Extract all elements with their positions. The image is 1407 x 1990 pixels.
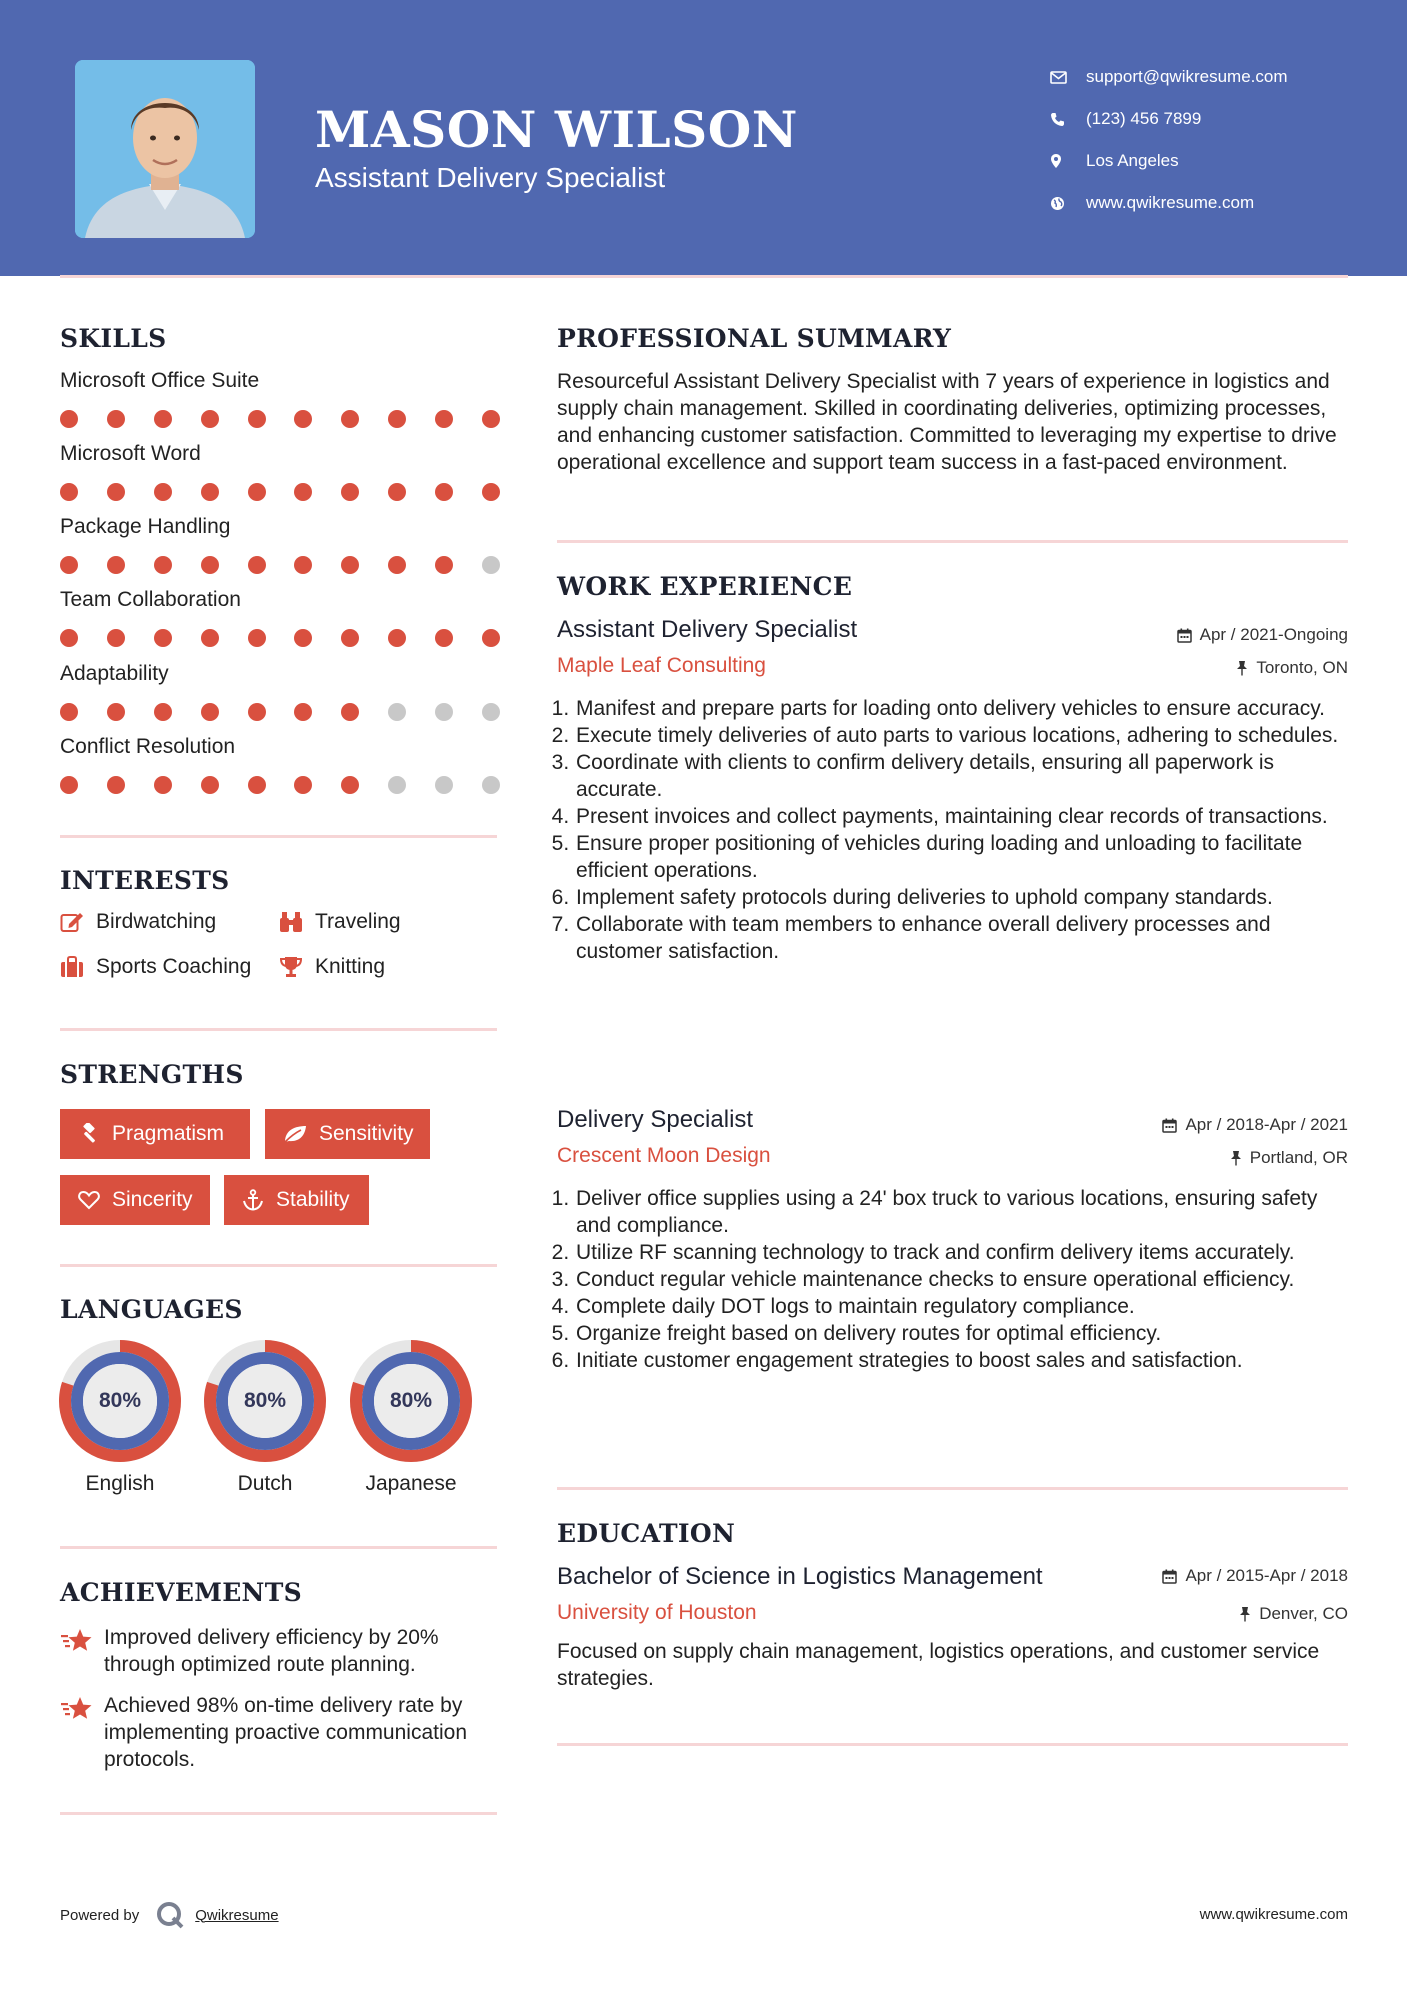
contact-email[interactable]: [1050, 56, 1288, 98]
trophy-icon: [279, 956, 315, 978]
interest-item: [279, 910, 401, 934]
rating-dot-filled: [107, 776, 125, 794]
contact-location: [1050, 140, 1288, 182]
heart-icon: [78, 1190, 100, 1210]
section-divider: [557, 1487, 1348, 1490]
rating-dot-filled: [341, 410, 359, 428]
rating-dot-filled: [201, 629, 219, 647]
rating-dot-filled: [435, 556, 453, 574]
rating-dot-filled: [248, 776, 266, 794]
language-item: [195, 1340, 335, 1496]
section-divider: [60, 1812, 497, 1815]
duty-item: 1. Manifest and prepare parts for loading onto delivery vehicles to ensure accuracy.: [575, 695, 1356, 722]
rating-dot-empty: [482, 703, 500, 721]
skill-name: Adaptability: [60, 662, 169, 685]
rating-dot-filled: [201, 483, 219, 501]
strength-tag: [265, 1109, 430, 1159]
rating-dot-filled: [341, 629, 359, 647]
language-name: English: [85, 1472, 155, 1495]
rating-dot-filled: [107, 556, 125, 574]
section-divider: [557, 540, 1348, 543]
skill-row: [60, 733, 500, 794]
rating-dot-filled: [482, 629, 500, 647]
pencil-square-icon: [60, 911, 96, 933]
rating-dot-filled: [248, 410, 266, 428]
interest-label: Birdwatching: [96, 910, 217, 933]
rating-dot-empty: [388, 776, 406, 794]
job-duties: [556, 1185, 1356, 1374]
duty-item: 1. Deliver office supplies using a 24' box truck to various locations, ensuring safety and compliance.: [575, 1185, 1356, 1239]
rating-dot-filled: [60, 556, 78, 574]
section-divider: [60, 835, 497, 838]
rating-dot-empty: [435, 703, 453, 721]
calendar-icon: [1162, 1118, 1177, 1133]
job-location-text: Toronto, ON: [1256, 658, 1348, 677]
section-divider: [60, 1264, 497, 1267]
rating-dot-filled: [154, 556, 172, 574]
skill-rating: [60, 410, 500, 428]
job-dates: [1162, 1115, 1348, 1135]
rating-dot-filled: [341, 556, 359, 574]
summary-text: Resourceful Assistant Delivery Specialist with 7 years of experience in logistics and supply chain management. Skilled in coordinating deliveries, optimizing processes, and enhancing customer satisfaction. Committed to leveraging my expertise to drive operational excellence and support team success in a fast-paced environment.: [557, 370, 1337, 474]
education-dates: [1162, 1566, 1348, 1586]
interest-label: Knitting: [315, 955, 386, 978]
language-percent: 80%: [389, 1389, 433, 1412]
language-gauge: [350, 1340, 472, 1462]
rating-dot-empty: [482, 776, 500, 794]
skill-rating: [60, 629, 500, 647]
calendar-icon: [1162, 1569, 1177, 1584]
skill-name: Microsoft Office Suite: [60, 369, 260, 392]
skill-rating: [60, 483, 500, 501]
header-divider: [60, 275, 1348, 278]
rating-dot-filled: [248, 556, 266, 574]
star-icon: [60, 1692, 104, 1773]
duty-item: 3. Conduct regular vehicle maintenance checks to ensure operational efficiency.: [575, 1266, 1356, 1293]
resume-header: [0, 0, 1407, 276]
languages-heading: LANGUAGES: [60, 1295, 243, 1324]
briefcase-icon: [60, 956, 96, 978]
candidate-title: Assistant Delivery Specialist: [315, 162, 666, 193]
job-duties: [556, 695, 1356, 965]
pushpin-icon: [1236, 660, 1248, 676]
interest-label: Traveling: [315, 910, 401, 933]
duty-item: 4. Present invoices and collect payments, maintaining clear records of transactions.: [575, 803, 1356, 830]
education-dates-text: Apr / 2015-Apr / 2018: [1185, 1566, 1348, 1585]
education-school: University of Houston: [557, 1601, 757, 1624]
rating-dot-filled: [294, 483, 312, 501]
skill-rating: [60, 703, 500, 721]
interest-item: [60, 955, 251, 979]
rating-dot-filled: [341, 703, 359, 721]
duty-item: 6. Initiate customer engagement strategies to boost sales and satisfaction.: [575, 1347, 1356, 1374]
contact-phone-text: (123) 456 7899: [1086, 109, 1202, 128]
language-percent: 80%: [243, 1389, 287, 1412]
rating-dot-filled: [107, 629, 125, 647]
interests-heading: INTERESTS: [60, 866, 230, 895]
contact-email-text: support@qwikresume.com: [1086, 67, 1288, 86]
interest-item: [60, 910, 216, 934]
education-location-text: Denver, CO: [1259, 1604, 1348, 1623]
rating-dot-filled: [388, 556, 406, 574]
achievement-text: Improved delivery efficiency by 20% through optimized route planning.: [104, 1626, 439, 1676]
duty-item: 3. Coordinate with clients to confirm delivery details, ensuring all paperwork is accurate.: [575, 749, 1356, 803]
star-icon: [60, 1624, 104, 1678]
envelope-icon: [1050, 71, 1086, 84]
powered-by-text: Powered by: [60, 1906, 140, 1924]
job-location: [1236, 658, 1348, 678]
strength-tag: [60, 1109, 250, 1159]
duty-item: 5. Ensure proper positioning of vehicles during loading and unloading to facilitate efficient operations.: [575, 830, 1356, 884]
rating-dot-filled: [107, 483, 125, 501]
language-gauge: [59, 1340, 181, 1462]
rating-dot-empty: [435, 776, 453, 794]
footer-website[interactable]: www.qwikresume.com: [1199, 1906, 1348, 1923]
rating-dot-filled: [248, 629, 266, 647]
leaf-icon: [283, 1124, 307, 1144]
rating-dot-filled: [435, 629, 453, 647]
section-divider: [557, 1743, 1348, 1746]
experience-heading: WORK EXPERIENCE: [557, 572, 853, 601]
duty-item: 5. Organize freight based on delivery routes for optimal efficiency.: [575, 1320, 1356, 1347]
rating-dot-empty: [482, 556, 500, 574]
rating-dot-filled: [201, 410, 219, 428]
pushpin-icon: [1239, 1606, 1251, 1622]
section-divider: [60, 1028, 497, 1031]
rating-dot-filled: [60, 776, 78, 794]
rating-dot-filled: [60, 703, 78, 721]
candidate-name: MASON WILSON: [315, 100, 798, 159]
skill-row: [60, 586, 500, 647]
rating-dot-filled: [60, 410, 78, 428]
skill-name: Team Collaboration: [60, 588, 241, 611]
rating-dot-filled: [154, 703, 172, 721]
skill-rating: [60, 556, 500, 574]
rating-dot-filled: [107, 703, 125, 721]
education-heading: EDUCATION: [557, 1519, 736, 1548]
duty-item: 2. Execute timely deliveries of auto parts to various locations, adhering to schedules.: [575, 722, 1356, 749]
job-location: [1230, 1148, 1348, 1168]
section-divider: [60, 1546, 497, 1549]
rating-dot-filled: [201, 776, 219, 794]
strength-label: Pragmatism: [112, 1122, 225, 1145]
rating-dot-filled: [482, 483, 500, 501]
skills-heading: SKILLS: [60, 324, 167, 353]
rating-dot-filled: [388, 483, 406, 501]
skill-name: Package Handling: [60, 515, 231, 538]
phone-icon: [1050, 112, 1086, 127]
rating-dot-filled: [341, 776, 359, 794]
language-name: Dutch: [237, 1472, 293, 1495]
achievement-item: [60, 1624, 500, 1678]
language-item: [50, 1340, 190, 1496]
contact-phone[interactable]: [1050, 98, 1288, 140]
job-title: Delivery Specialist: [557, 1106, 754, 1133]
rating-dot-filled: [294, 556, 312, 574]
skill-row: [60, 367, 500, 428]
achievement-item: [60, 1692, 500, 1773]
rating-dot-filled: [201, 703, 219, 721]
calendar-icon: [1177, 628, 1192, 643]
education-location: [1239, 1604, 1348, 1624]
rating-dot-filled: [341, 483, 359, 501]
rating-dot-filled: [435, 410, 453, 428]
pushpin-icon: [1230, 1150, 1242, 1166]
language-item: [341, 1340, 481, 1496]
binoculars-icon: [279, 911, 315, 933]
rating-dot-filled: [294, 410, 312, 428]
strengths-heading: STRENGTHS: [60, 1060, 244, 1089]
rating-dot-filled: [294, 776, 312, 794]
interest-item: [279, 955, 385, 979]
contact-website[interactable]: [1050, 182, 1288, 224]
strength-label: Sincerity: [112, 1188, 193, 1211]
map-pin-icon: [1050, 153, 1086, 169]
rating-dot-filled: [435, 483, 453, 501]
rating-dot-empty: [388, 703, 406, 721]
job-location-text: Portland, OR: [1249, 1148, 1348, 1167]
job-dates: [1177, 625, 1348, 645]
rating-dot-filled: [388, 629, 406, 647]
rating-dot-filled: [154, 776, 172, 794]
rating-dot-filled: [248, 483, 266, 501]
rating-dot-filled: [201, 556, 219, 574]
rating-dot-filled: [294, 703, 312, 721]
duty-item: 7. Collaborate with team members to enhance overall delivery processes and customer satisfaction.: [575, 911, 1356, 965]
rating-dot-filled: [294, 629, 312, 647]
skill-row: [60, 513, 500, 574]
job-company: Crescent Moon Design: [557, 1144, 771, 1167]
qwikresume-link[interactable]: Qwikresume: [195, 1906, 279, 1924]
summary-heading: PROFESSIONAL SUMMARY: [557, 324, 952, 353]
gavel-icon: [78, 1123, 100, 1145]
skill-row: [60, 660, 500, 721]
achievement-text: Achieved 98% on-time delivery rate by implementing proactive communication protocols.: [104, 1694, 467, 1771]
contact-website-text: www.qwikresume.com: [1086, 193, 1255, 212]
skill-row: [60, 440, 500, 501]
anchor-icon: [242, 1189, 264, 1211]
strength-tag: [60, 1175, 210, 1225]
strength-tag: [224, 1175, 369, 1225]
contact-list: [1050, 56, 1288, 224]
rating-dot-filled: [154, 410, 172, 428]
strength-label: Sensitivity: [319, 1122, 414, 1145]
rating-dot-filled: [482, 410, 500, 428]
duty-item: 6. Implement safety protocols during deliveries to uphold company standards.: [575, 884, 1356, 911]
rating-dot-filled: [60, 483, 78, 501]
language-name: Japanese: [365, 1472, 457, 1495]
job-dates-text: Apr / 2018-Apr / 2021: [1185, 1115, 1348, 1134]
rating-dot-filled: [154, 483, 172, 501]
education-degree: Bachelor of Science in Logistics Management: [557, 1563, 1043, 1590]
language-gauge: [204, 1340, 326, 1462]
strength-label: Stability: [276, 1188, 350, 1211]
job-dates-text: Apr / 2021-Ongoing: [1199, 625, 1348, 644]
contact-location-text: Los Angeles: [1086, 151, 1179, 170]
skill-name: Microsoft Word: [60, 442, 201, 465]
qwikresume-logo-icon: [155, 1900, 185, 1930]
globe-icon: [1050, 196, 1086, 211]
duty-item: 2. Utilize RF scanning technology to track and confirm delivery items accurately.: [575, 1239, 1356, 1266]
job-title: Assistant Delivery Specialist: [557, 616, 858, 643]
rating-dot-filled: [60, 629, 78, 647]
education-description: Focused on supply chain management, logistics operations, and customer service strategies.: [557, 1640, 1320, 1690]
interest-label: Sports Coaching: [96, 955, 252, 978]
skill-name: Conflict Resolution: [60, 735, 236, 758]
duty-item: 4. Complete daily DOT logs to maintain regulatory compliance.: [575, 1293, 1356, 1320]
rating-dot-filled: [388, 410, 406, 428]
job-company: Maple Leaf Consulting: [557, 654, 766, 677]
rating-dot-filled: [154, 629, 172, 647]
profile-photo: [75, 60, 255, 238]
skill-rating: [60, 776, 500, 794]
rating-dot-filled: [107, 410, 125, 428]
achievements-heading: ACHIEVEMENTS: [60, 1578, 302, 1607]
footer-powered-by: [60, 1900, 279, 1930]
language-percent: 80%: [98, 1389, 142, 1412]
rating-dot-filled: [248, 703, 266, 721]
